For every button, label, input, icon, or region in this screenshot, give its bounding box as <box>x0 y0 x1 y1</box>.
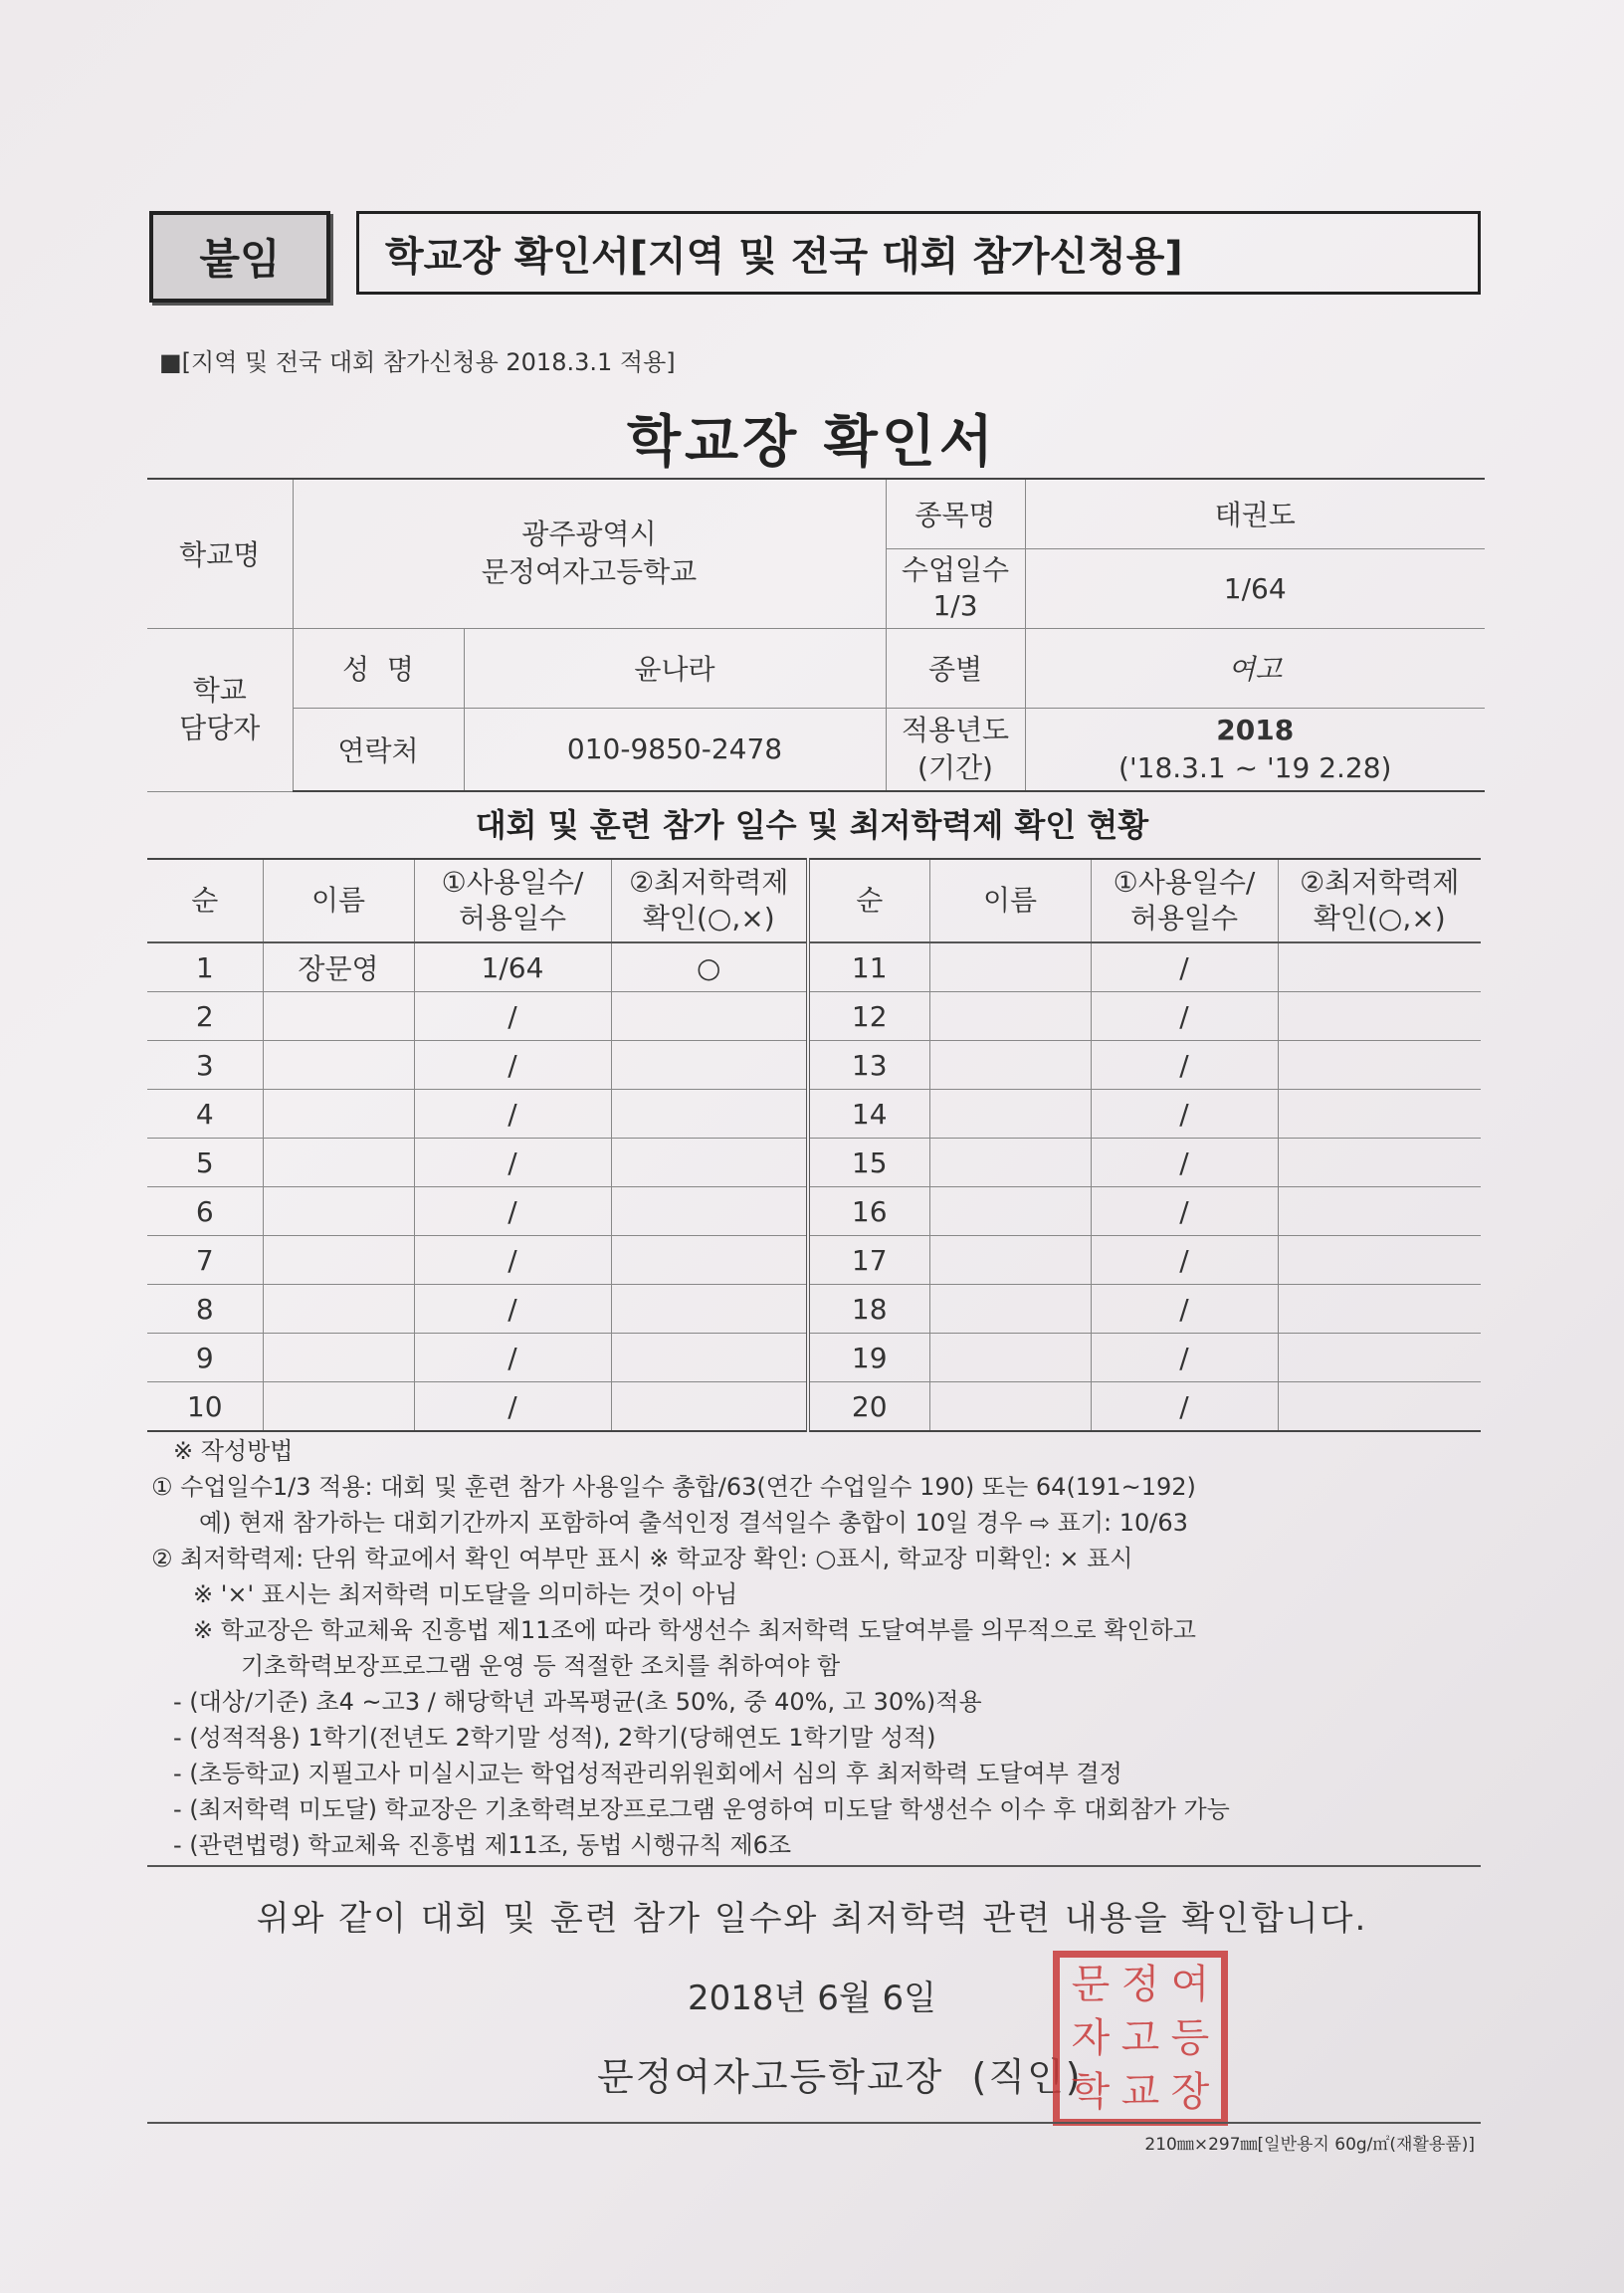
row-seq: 10 <box>147 1382 263 1432</box>
row-name-right <box>929 1236 1091 1285</box>
document-title: 학교장 확인서 <box>626 410 998 475</box>
official-seal-stamp: 문 정 여 자 고 등 학 교 장 <box>1053 1951 1228 2126</box>
row-days-right: / <box>1091 1285 1278 1334</box>
name-value: 윤나라 <box>464 628 886 708</box>
table-row <box>147 1187 1481 1236</box>
year-label-line1: 적용년도 <box>901 713 1010 746</box>
header-days <box>414 859 611 942</box>
table-row <box>147 1382 1481 1432</box>
row-days-right: / <box>1091 1041 1278 1090</box>
type-value: 여고 <box>1025 628 1485 708</box>
row-name <box>263 1090 414 1139</box>
row-academic <box>611 1334 808 1382</box>
year-value-main: 2018 <box>1216 713 1295 746</box>
row-name <box>263 1139 414 1187</box>
row-days-right: / <box>1091 1139 1278 1187</box>
row-seq: 3 <box>147 1041 263 1090</box>
row-name-right <box>929 1334 1091 1382</box>
row-seq-right: 18 <box>808 1285 929 1334</box>
detail-target: - (대상/기준) 초4 ~고3 / 해당학년 과목평균(초 50%, 중 40%, 고 30%)적용 <box>173 1688 982 1716</box>
row-seq: 8 <box>147 1285 263 1334</box>
row-seq: 2 <box>147 992 263 1041</box>
table-row <box>147 1334 1481 1382</box>
table-row <box>147 1285 1481 1334</box>
confirmation-statement: 위와 같이 대회 및 훈련 참가 일수와 최저학력 관련 내용을 확인합니다. <box>256 1899 1368 1939</box>
sport-value: 태권도 <box>1025 479 1485 548</box>
row-days-right: / <box>1091 1334 1278 1382</box>
contact-value: 010-9850-2478 <box>464 708 886 791</box>
row-name-right <box>929 1285 1091 1334</box>
class-days-value: 1/64 <box>1025 548 1485 628</box>
row-academic <box>611 1090 808 1139</box>
row-days: / <box>414 992 611 1041</box>
section-title: 대회 및 훈련 참가 일수 및 최저학력제 확인 현황 <box>475 806 1149 844</box>
header-days-right-line1: ①사용일수/ <box>1113 866 1256 899</box>
contact-label: 연락처 <box>293 708 464 791</box>
row-academic <box>611 1236 808 1285</box>
row-days: / <box>414 1139 611 1187</box>
row-name-right <box>929 992 1091 1041</box>
row-seq-right: 16 <box>808 1187 929 1236</box>
manager-label-line2: 담당자 <box>179 712 261 744</box>
row-seq-right: 13 <box>808 1041 929 1090</box>
row-name-right <box>929 942 1091 992</box>
header-days-line2: 허용일수 <box>458 902 567 935</box>
row-academic <box>611 992 808 1041</box>
row-name-right <box>929 1041 1091 1090</box>
class-days-label-line2: 1/3 <box>932 589 978 622</box>
info-table <box>147 478 1485 792</box>
row-seq-right: 17 <box>808 1236 929 1285</box>
note-class-days-example: 예) 현재 참가하는 대회기간까지 포함하여 출석인정 결석일수 총합이 10일 경우 ⇨ 표기: 10/63 <box>199 1509 1188 1537</box>
row-days: / <box>414 1187 611 1236</box>
row-days: / <box>414 1041 611 1090</box>
class-days-label <box>886 548 1025 628</box>
issue-date: 2018년 6월 6일 <box>688 1979 936 2018</box>
note-academic-x: ※ '×' 표시는 최저학력 미도달을 의미하는 것이 아님 <box>193 1580 738 1608</box>
table-row <box>147 992 1481 1041</box>
row-name-right <box>929 1187 1091 1236</box>
header-academic-line1: ②최저학력제 <box>629 866 789 899</box>
row-seq-right: 14 <box>808 1090 929 1139</box>
manager-label <box>147 628 293 791</box>
row-days: 1/64 <box>414 942 611 992</box>
row-seq-right: 19 <box>808 1334 929 1382</box>
principal-signature: 문정여자고등학교장 (직인) <box>597 2055 1083 2099</box>
header-academic-right-line2: 확인(○,×) <box>1313 902 1446 935</box>
row-seq-right: 20 <box>808 1382 929 1432</box>
applicability-note: ■[지역 및 전국 대회 참가신청용 2018.3.1 적용] <box>159 348 676 376</box>
school-label: 학교명 <box>147 479 293 628</box>
header-days-right <box>1091 859 1278 942</box>
row-academic-right <box>1278 1334 1481 1382</box>
row-academic <box>611 1041 808 1090</box>
type-label: 종별 <box>886 628 1025 708</box>
row-name <box>263 1187 414 1236</box>
row-academic-right <box>1278 1139 1481 1187</box>
row-name <box>263 1334 414 1382</box>
detail-elementary: - (초등학교) 지필고사 미실시교는 학업성적관리위원회에서 심의 후 최저학력 도달여부 결정 <box>173 1760 1122 1787</box>
row-seq-right: 11 <box>808 942 929 992</box>
attachment-label: 붙임 <box>149 211 330 303</box>
header-days-right-line2: 허용일수 <box>1129 902 1239 935</box>
row-academic <box>611 1285 808 1334</box>
header-academic-right <box>1278 859 1481 942</box>
row-seq: 7 <box>147 1236 263 1285</box>
table-header-row <box>147 859 1481 942</box>
row-seq: 1 <box>147 942 263 992</box>
header-name: 이름 <box>263 859 414 942</box>
table-row <box>147 1041 1481 1090</box>
notes-heading: ※ 작성방법 <box>173 1437 294 1465</box>
row-name <box>263 992 414 1041</box>
row-days-right: / <box>1091 942 1278 992</box>
row-academic-right <box>1278 1285 1481 1334</box>
row-seq: 6 <box>147 1187 263 1236</box>
header-academic-line2: 확인(○,×) <box>642 902 775 935</box>
header-days-line1: ①사용일수/ <box>441 866 584 899</box>
row-name <box>263 1041 414 1090</box>
row-days-right: / <box>1091 1187 1278 1236</box>
row-academic-right <box>1278 992 1481 1041</box>
row-seq-right: 12 <box>808 992 929 1041</box>
header-seq-right: 순 <box>808 859 929 942</box>
footer-divider <box>147 2122 1481 2124</box>
row-days-right: / <box>1091 1090 1278 1139</box>
row-academic <box>611 1382 808 1432</box>
table-row <box>147 942 1481 992</box>
instructions <box>151 1433 1485 1863</box>
row-seq: 5 <box>147 1139 263 1187</box>
row-academic <box>611 1187 808 1236</box>
class-days-label-line1: 수업일수 <box>901 553 1010 586</box>
row-name-right <box>929 1090 1091 1139</box>
row-name <box>263 1382 414 1432</box>
participation-table <box>147 858 1481 1432</box>
row-academic-right <box>1278 942 1481 992</box>
detail-not-reached: - (최저학력 미도달) 학교장은 기초학력보장프로그램 운영하여 미도달 학생선수 이수 후 대회참가 가능 <box>173 1795 1230 1823</box>
year-label-line2: (기간) <box>917 750 993 784</box>
year-label <box>886 708 1025 791</box>
row-days-right: / <box>1091 1236 1278 1285</box>
note-class-days: ① 수업일수1/3 적용: 대회 및 훈련 참가 사용일수 총합/63(연간 수업일수 190) 또는 64(191~192) <box>151 1473 1196 1501</box>
detail-grades: - (성적적용) 1학기(전년도 2학기말 성적), 2학기(당해연도 1학기말 성적) <box>173 1724 936 1752</box>
row-days-right: / <box>1091 992 1278 1041</box>
note-academic-law: ※ 학교장은 학교체육 진흥법 제11조에 따라 학생선수 최저학력 도달여부를 의무적으로 확인하고 <box>193 1616 1196 1644</box>
divider <box>147 1865 1481 1867</box>
note-academic-law-cont: 기초학력보장프로그램 운영 등 적절한 조치를 취하여야 함 <box>241 1652 841 1680</box>
row-seq: 4 <box>147 1090 263 1139</box>
row-academic-right <box>1278 1382 1481 1432</box>
note-academic: ② 최저학력제: 단위 학교에서 확인 여부만 표시 ※ 학교장 확인: ○표시, 학교장 미확인: × 표시 <box>151 1545 1133 1572</box>
row-days: / <box>414 1382 611 1432</box>
row-academic-right <box>1278 1236 1481 1285</box>
school-name-line1: 광주광역시 <box>521 518 657 551</box>
header-academic-right-line1: ②최저학력제 <box>1300 866 1460 899</box>
paper-spec: 210㎜×297㎜[일반용지 60g/㎡(재활용품)] <box>1144 2135 1475 2155</box>
detail-law: - (관련법령) 학교체육 진흥법 제11조, 동법 시행규칙 제6조 <box>173 1831 792 1859</box>
school-name-line2: 문정여자고등학교 <box>481 555 698 589</box>
name-label: 성 명 <box>293 628 464 708</box>
row-days: / <box>414 1236 611 1285</box>
header-academic <box>611 859 808 942</box>
row-academic-right <box>1278 1090 1481 1139</box>
row-days: / <box>414 1285 611 1334</box>
row-name-right <box>929 1139 1091 1187</box>
row-name <box>263 1285 414 1334</box>
row-academic-right <box>1278 1041 1481 1090</box>
year-value <box>1025 708 1485 791</box>
header-seq: 순 <box>147 859 263 942</box>
row-name: 장문영 <box>263 942 414 992</box>
row-days: / <box>414 1090 611 1139</box>
header-name-right: 이름 <box>929 859 1091 942</box>
year-period: ('18.3.1 ~ '19 2.28) <box>1118 750 1392 784</box>
table-row <box>147 1139 1481 1187</box>
sport-label: 종목명 <box>886 479 1025 548</box>
school-name <box>293 479 886 628</box>
row-days: / <box>414 1334 611 1382</box>
row-seq: 9 <box>147 1334 263 1382</box>
header-title-box: 학교장 확인서[지역 및 전국 대회 참가신청용] <box>356 211 1481 295</box>
row-name-right <box>929 1382 1091 1432</box>
row-academic-right <box>1278 1187 1481 1236</box>
table-row <box>147 1236 1481 1285</box>
row-days-right: / <box>1091 1382 1278 1432</box>
row-name <box>263 1236 414 1285</box>
row-academic <box>611 1139 808 1187</box>
row-seq-right: 15 <box>808 1139 929 1187</box>
manager-label-line1: 학교 <box>192 674 247 707</box>
table-row <box>147 1090 1481 1139</box>
row-academic: ○ <box>611 942 808 992</box>
